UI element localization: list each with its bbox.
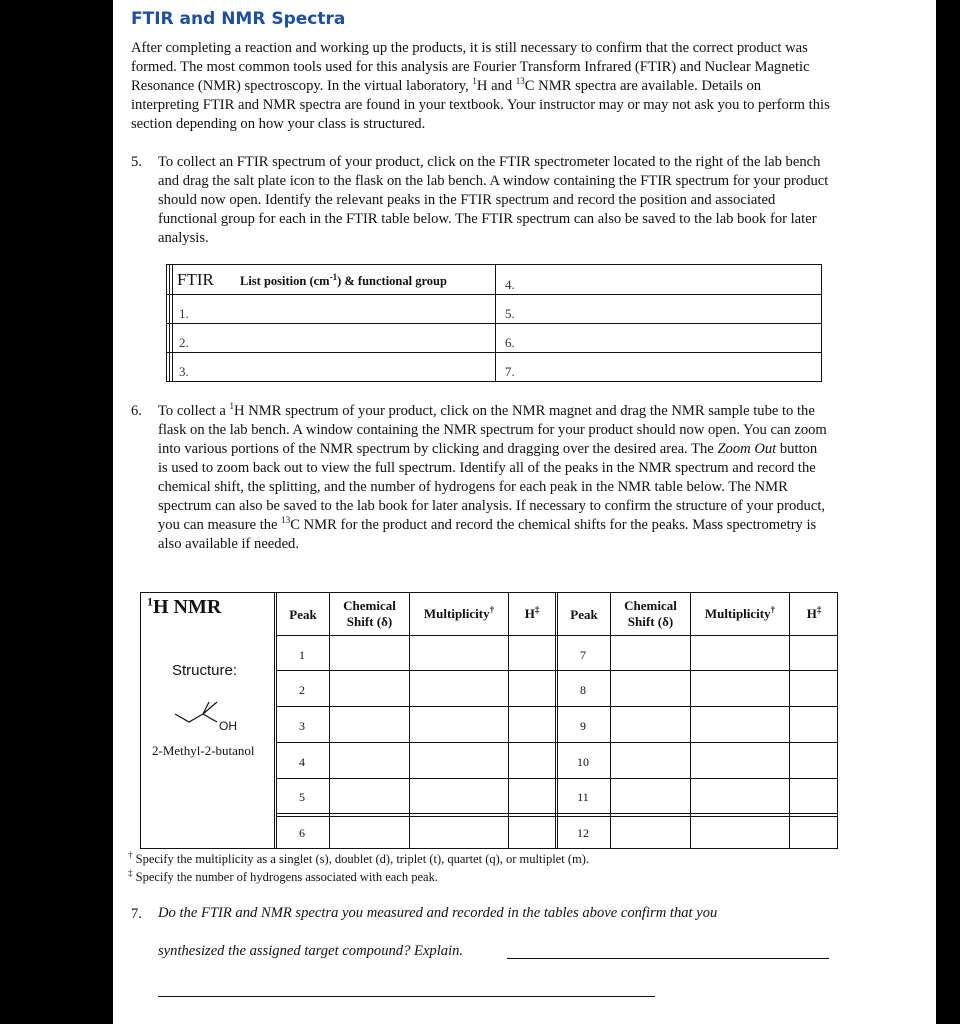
ftir-table [166,264,822,382]
peak-number: 12 [577,826,589,840]
header-shift-right: Chemical Shift (δ) [624,598,677,629]
peak-number: 4 [299,755,305,769]
header-peak-right: Peak [570,607,598,622]
section-heading: FTIR and NMR Spectra [131,9,346,29]
peak-number: 2 [299,683,305,697]
structure-label: Structure: [172,662,238,679]
peak-number: 11 [577,790,589,804]
peak-number: 7 [580,648,586,662]
question-7-text-cont: synthesized the assigned target compound? Explain. [158,943,464,959]
footnote-hydrogens: ‡ Specify the number of hydrogens associated with each peak. [128,867,438,884]
ftir-title: FTIR [177,270,214,289]
question-6-text: To collect a $^1$H NMR spectrum of your product, click on the NMR magnet and drag the NMR sample tube to the flask on the lab bench. A window containing the NMR spectrum for your product should now open. You can zoom into various portions of the NMR spectrum by clicking and dragging over the desired area. The Zoom Out button is used to zoom back out to view the full spectrum. Identify all of the peaks in the NMR spectrum and record the chemical shift, the splitting, and the number of hydrogens for each peak in the NMR table below. The NMR spectrum can also be saved to the lab book for later analysis. If necessary to confirm the structure of your product, you can measure the $^{13}$C NMR for the product and record the chemical shifts for the peaks. Mass spectrometry is also available if needed. [158,401,827,552]
question-6-number: 6. [131,403,142,419]
question-5-number: 5. [131,154,142,170]
nmr-table [140,592,838,849]
ftir-row-2[interactable]: 2. [179,335,189,350]
ftir-row-1[interactable]: 1. [179,306,189,321]
peak-number: 1 [299,648,305,662]
peak-number: 10 [577,755,589,769]
header-h-right: H‡ [806,604,822,621]
ftir-row-7[interactable]: 7. [505,364,515,379]
molecule-structure [171,694,251,734]
answer-line[interactable] [507,958,829,959]
peak-number: 8 [580,683,586,697]
question-7-number: 7. [131,906,142,922]
peak-number: 6 [299,826,305,840]
ftir-row-6[interactable]: 6. [505,335,515,350]
intro-paragraph: After completing a reaction and working up the products, it is still necessary to confirm that the correct product was formed. The most common tools used for this analysis are Fourier Transform Infrared (FTIR) and Nuclear Magnetic Resonance (NMR) spectroscopy. In the virtual laboratory, $^1$H and $^{13}$C NMR spectra are available. Details on interpreting FTIR and NMR spectra are found in your textbook. Your instructor may or may not ask you to perform this section depending on how your class is structured. [131,40,830,132]
header-peak-left: Peak [289,607,317,622]
peak-number: 5 [299,790,305,804]
ftir-header: List position $(cm^{-1})$ & functional group [240,271,447,288]
footnote-multiplicity: † Specify the multiplicity as a singlet (s), doublet (d), triplet (t), quartet (q), or multiplet (m). [128,849,589,866]
question-5-text: To collect an FTIR spectrum of your product, click on the FTIR spectrometer located to the right of the lab bench and drag the salt plate icon to the flask on the lab bench. A window containing the FTIR spectrum for your product should now open. Identify the relevant peaks in the FTIR spectrum and record the position and associated functional group for each in the FTIR table below. The FTIR spectrum can also be saved to the lab book for later analysis. [158,154,829,246]
nmr-title: $^1$H NMR [147,594,222,618]
ftir-row-3[interactable]: 3. [179,364,189,379]
header-multiplicity-left: Multiplicity† [423,604,495,621]
header-multiplicity-right: Multiplicity† [704,604,776,621]
header-shift-left: Chemical Shift (δ) [343,598,396,629]
ftir-row-5[interactable]: 5. [505,306,515,321]
answer-line[interactable] [158,996,655,997]
peak-number: 3 [299,719,305,733]
header-h-left: H‡ [524,604,540,621]
peak-number: 9 [580,719,586,733]
worksheet-page [113,0,936,1024]
oh-group-label: OH [219,719,237,733]
question-7-text: Do the FTIR and NMR spectra you measured and recorded in the tables above confirm that you [158,905,718,921]
compound-name: 2-Methyl-2-butanol [152,743,255,758]
ftir-row-4[interactable]: 4. [505,277,515,292]
